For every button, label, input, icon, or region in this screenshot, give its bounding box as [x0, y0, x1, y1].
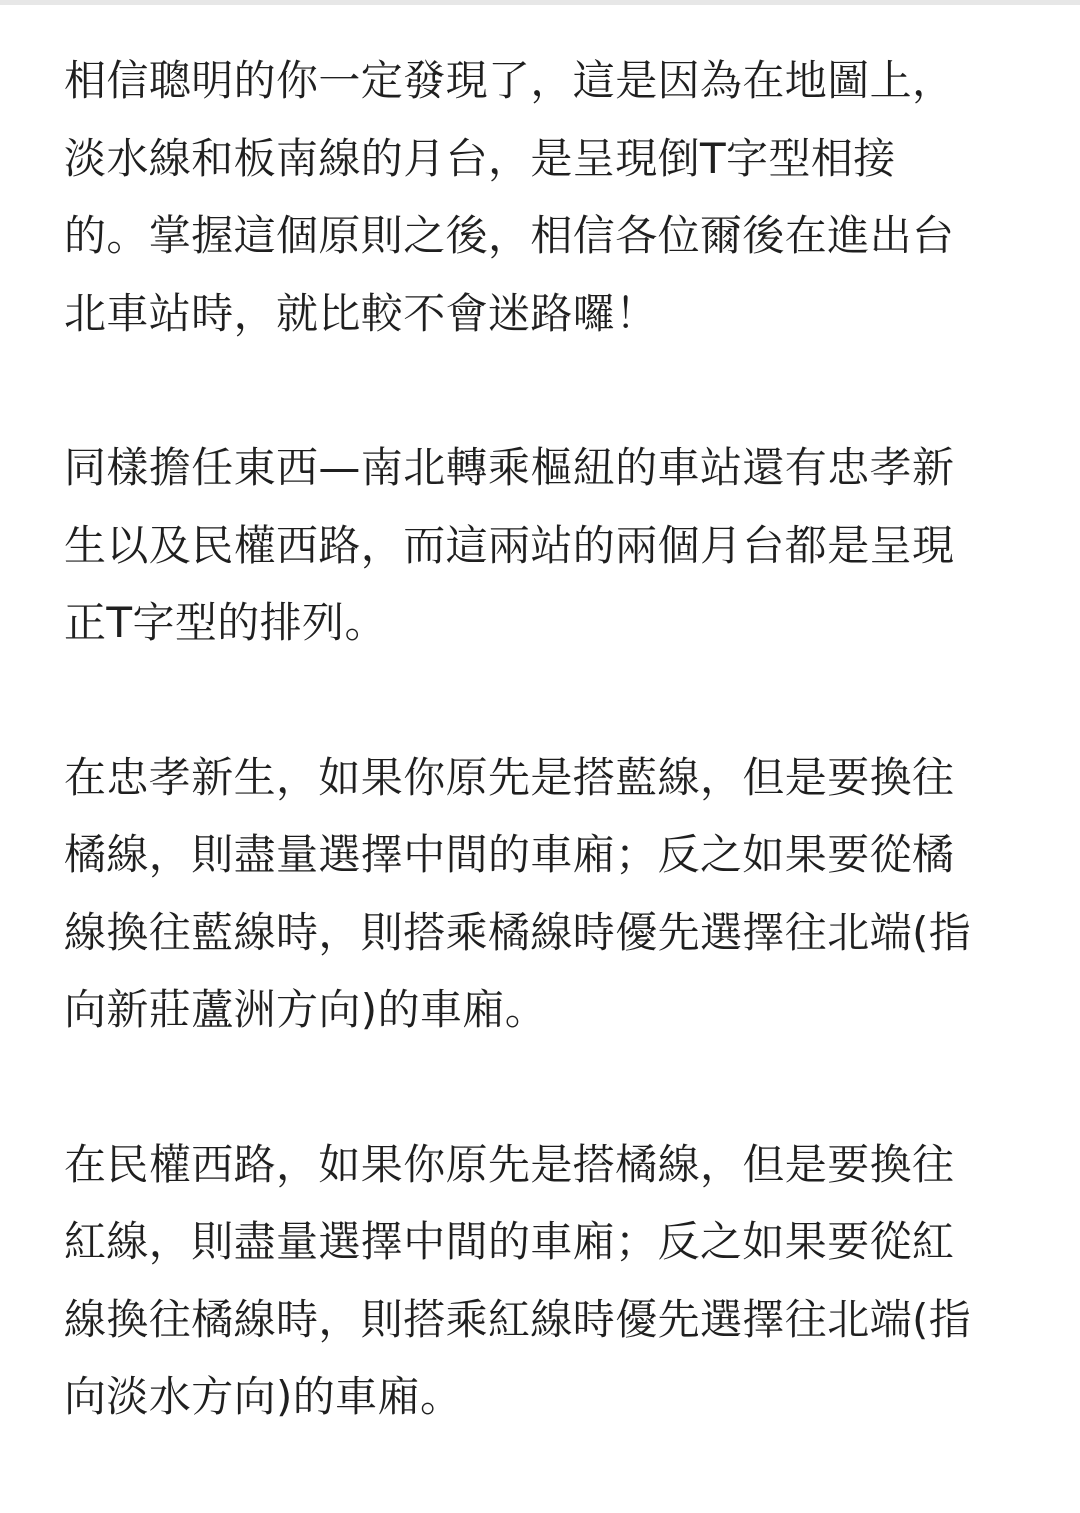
text-line: 正T字型的排列。: [64, 598, 387, 647]
paragraph-taipei-main-station: [64, 42, 1016, 352]
text-line: 淡水線和板南線的月台，是呈現倒T字型相接: [64, 133, 896, 183]
text-line: 同樣擔任東西—南北轉乘樞紐的車站還有忠孝新: [64, 443, 955, 492]
paragraph-minquan-west-road: [64, 1126, 1016, 1436]
text-line: 相信聰明的你一定發現了，這是因為在地圖上，: [64, 56, 955, 105]
text-line: 橘線，則盡量選擇中間的車廂；反之如果要從橘: [64, 830, 955, 879]
text-line: 在忠孝新生，如果你原先是搭藍線，但是要換往: [64, 752, 955, 802]
text-line: 線換往藍線時，則搭乘橘線時優先選擇往北端(指: [64, 907, 972, 957]
article-body: [64, 42, 1016, 1513]
text-line: 北車站時，就比較不會迷路囉！: [64, 288, 658, 338]
text-line: 的。掌握這個原則之後，相信各位爾後在進出台: [64, 211, 955, 260]
text-line: 向新莊蘆洲方向)的車廂。: [64, 985, 548, 1034]
text-line: 線換往橘線時，則搭乘紅線時優先選擇往北端(指: [64, 1294, 972, 1344]
top-divider: [0, 0, 1080, 5]
paragraph-zhongxiao-xinsheng: [64, 739, 1016, 1049]
text-line: 生以及民權西路，而這兩站的兩個月台都是呈現: [64, 520, 955, 570]
text-line: 向淡水方向)的車廂。: [64, 1372, 463, 1421]
paragraph-transfer-hubs: [64, 429, 1016, 662]
text-line: 紅線，則盡量選擇中間的車廂；反之如果要從紅: [64, 1217, 955, 1266]
text-line: 在民權西路，如果你原先是搭橘線，但是要換往: [64, 1139, 955, 1189]
